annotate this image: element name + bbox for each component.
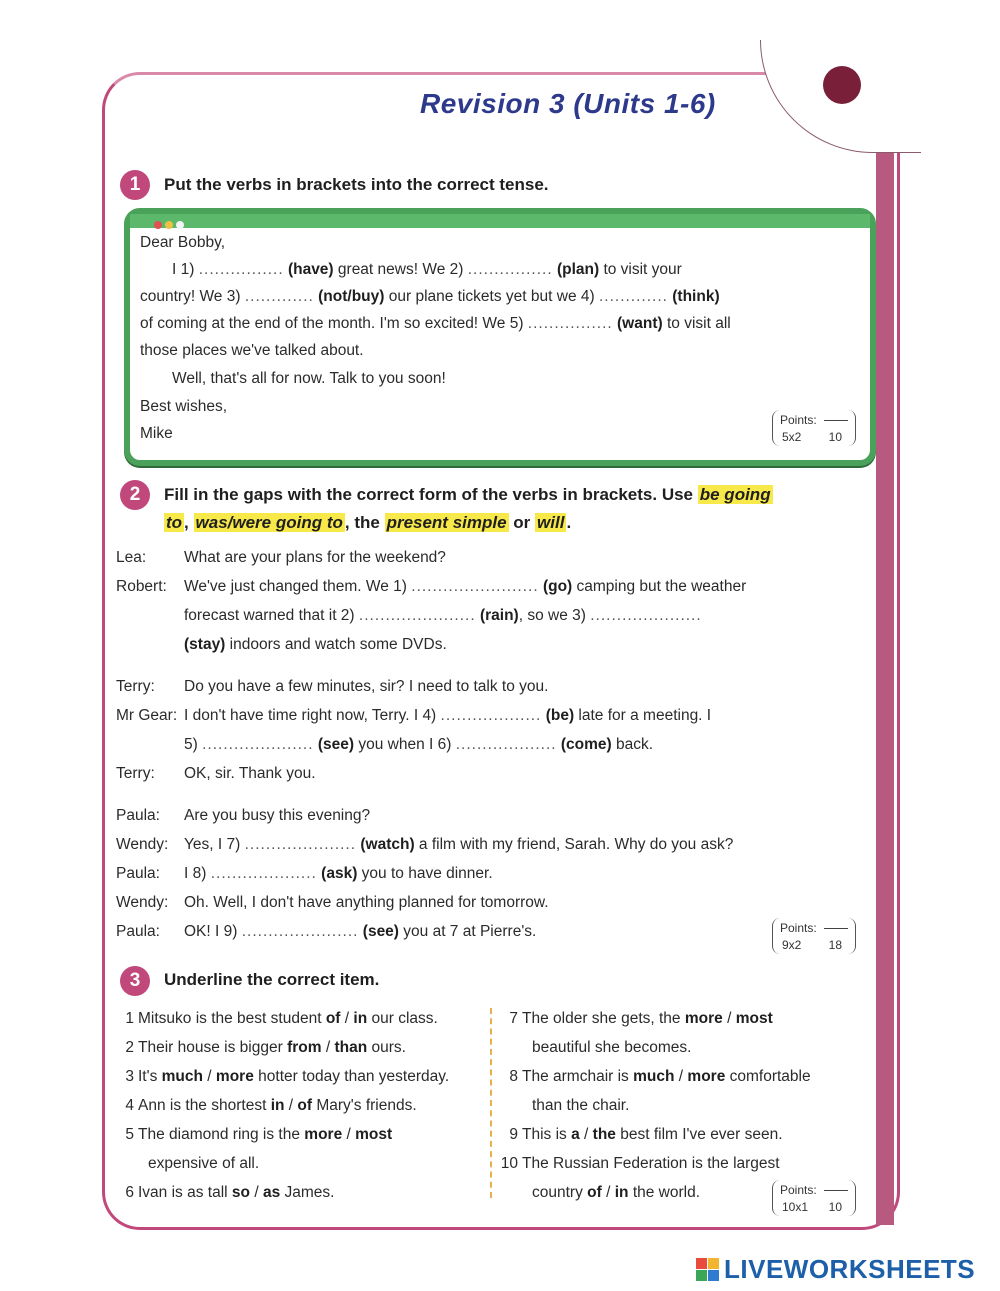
gap-3[interactable]: ..................... [590,607,702,624]
gap-2[interactable]: ................ [467,261,553,278]
dialogue-line: Are you busy this evening? [184,807,371,824]
letter-box [124,208,876,466]
option[interactable]: so [231,1184,251,1201]
option[interactable]: in [353,1010,368,1027]
liveworksheets-logo-icon [696,1258,720,1282]
list-item: 4 Ann is the shortest in / of Mary's friends. [125,1097,417,1114]
gap-5[interactable]: ................ [527,315,613,332]
list-item-continuation: beautiful she becomes. [532,1039,692,1056]
window-dots [154,216,187,234]
dialogue-line: Yes, I 7) ..................... (watch) a film with my friend, Sarah. Why do you ask? [184,836,734,853]
section-3-number: 3 [120,966,150,996]
list-item-continuation: than the chair. [532,1097,630,1114]
letter-line-3: of coming at the end of the month. I'm so excited! We 5) ................ (want) to visit all [140,315,731,332]
section-2-instruction-line-2: to , was/were going to , the present simple or will . [166,513,572,532]
option[interactable]: from [287,1039,322,1056]
gap-1[interactable]: ................ [198,261,284,278]
speaker: Paula: [116,807,160,824]
option[interactable]: much [633,1068,675,1085]
option[interactable]: more [215,1068,254,1085]
gap-9[interactable]: ...................... [241,923,359,940]
option[interactable]: of [325,1010,341,1027]
option[interactable]: more [687,1068,726,1085]
dialogue-line: forecast warned that it 2) ...................... (rain), so we 3) ..................... [184,607,702,624]
corner-dot [823,66,861,104]
speaker: Wendy: [116,836,169,853]
letter-title-bar [130,214,870,228]
option[interactable]: a [571,1126,580,1143]
page-title: Revision 3 (Units 1-6) [420,88,716,119]
option[interactable]: in [614,1184,629,1201]
dialogue-line: (stay) indoors and watch some DVDs. [184,636,447,653]
letter-signature: Mike [140,425,173,442]
speaker: Lea: [116,549,147,566]
page-edge-stripe [876,150,894,1225]
gap-8[interactable]: .................... [210,865,317,882]
option[interactable]: in [270,1097,285,1114]
section-3-instruction: Underline the correct item. [164,970,380,989]
gap-3[interactable]: ............. [244,288,314,305]
list-item: 10 The Russian Federation is the largest [500,1155,780,1172]
points-box-3: Points: 10x1 10 [772,1180,856,1220]
list-item-continuation: country of / in the world. [532,1184,701,1201]
option[interactable]: the [592,1126,616,1143]
speaker: Paula: [116,865,160,882]
list-item: 3 It's much / more hotter today than yesterday. [125,1068,450,1085]
gap-4[interactable]: ............. [598,288,668,305]
speaker: Wendy: [116,894,169,911]
gap-6[interactable]: ................... [455,736,557,753]
option[interactable]: more [684,1010,723,1027]
letter-greeting: Dear Bobby, [140,234,226,251]
speaker: Paula: [116,923,160,940]
option[interactable]: of [587,1184,602,1201]
option[interactable]: more [304,1126,343,1143]
dialogue-line: I don't have time right now, Terry. I 4) ................... (be) late for a meeting. I [184,707,712,724]
list-item-continuation: expensive of all. [148,1155,260,1172]
speaker: Terry: [116,678,155,695]
dialogue-line: OK! I 9) ...................... (see) you at 7 at Pierre's. [184,923,537,940]
section-1-instruction: Put the verbs in brackets into the correct tense. [164,175,549,194]
points-box-1: Points: 5x2 10 [772,410,856,450]
option[interactable]: most [735,1010,773,1027]
list-item: 9 This is a / the best film I've ever seen. [509,1126,783,1143]
option[interactable]: as [262,1184,281,1201]
letter-closing: Best wishes, [140,398,228,415]
list-item: 1 Mitsuko is the best student of / in our class. [125,1010,438,1027]
gap-2[interactable]: ...................... [358,607,476,624]
speaker: Mr Gear: [116,707,178,724]
section-2-instruction: Fill in the gaps with the correct form of the verbs in brackets. Use be going [164,485,771,504]
list-item: 5 The diamond ring is the more / most [125,1126,393,1143]
option[interactable]: than [334,1039,368,1056]
points-box-2: Points: 9x2 18 [772,918,856,958]
gap-1[interactable]: ........................ [411,578,539,595]
letter-line-5: Well, that's all for now. Talk to you soon! [172,370,446,387]
section-1-number: 1 [120,170,150,200]
section-2-number: 2 [120,480,150,510]
dialogue-line: We've just changed them. We 1) ........................ (go) camping but the weather [184,578,747,595]
list-item: 6 Ivan is as tall so / as James. [125,1184,335,1201]
dialogue-line: Oh. Well, I don't have anything planned for tomorrow. [184,894,549,911]
list-item: 2 Their house is bigger from / than ours. [125,1039,406,1056]
dialogue-line: What are your plans for the weekend? [184,549,446,566]
letter-line-4: those places we've talked about. [140,342,364,359]
option[interactable]: most [355,1126,393,1143]
letter-line-2: country! We 3) ............. (not/buy) our plane tickets yet but we 4) ............. (think) [140,288,720,305]
dialogue-line: OK, sir. Thank you. [184,765,316,782]
footer-brand[interactable]: LIVEWORKSHEETS [724,1254,976,1284]
option[interactable]: of [297,1097,313,1114]
gap-5[interactable]: ..................... [202,736,314,753]
dialogue-line: I 8) .................... (ask) you to have dinner. [184,865,493,882]
speaker: Terry: [116,765,155,782]
speaker: Robert: [116,578,167,595]
list-item: 8 The armchair is much / more comfortable [509,1068,811,1085]
dialogue-line: Do you have a few minutes, sir? I need to talk to you. [184,678,549,695]
option[interactable]: much [161,1068,203,1085]
gap-4[interactable]: ................... [440,707,542,724]
dialogue-line: 5) ..................... (see) you when I 6) ................... (come) back. [184,736,654,753]
column-divider [490,1008,492,1198]
list-item: 7 The older she gets, the more / most [509,1010,773,1027]
letter-line-1: I 1) ................ (have) great news! We 2) ................ (plan) to visit your [172,261,682,278]
gap-7[interactable]: ..................... [244,836,357,853]
